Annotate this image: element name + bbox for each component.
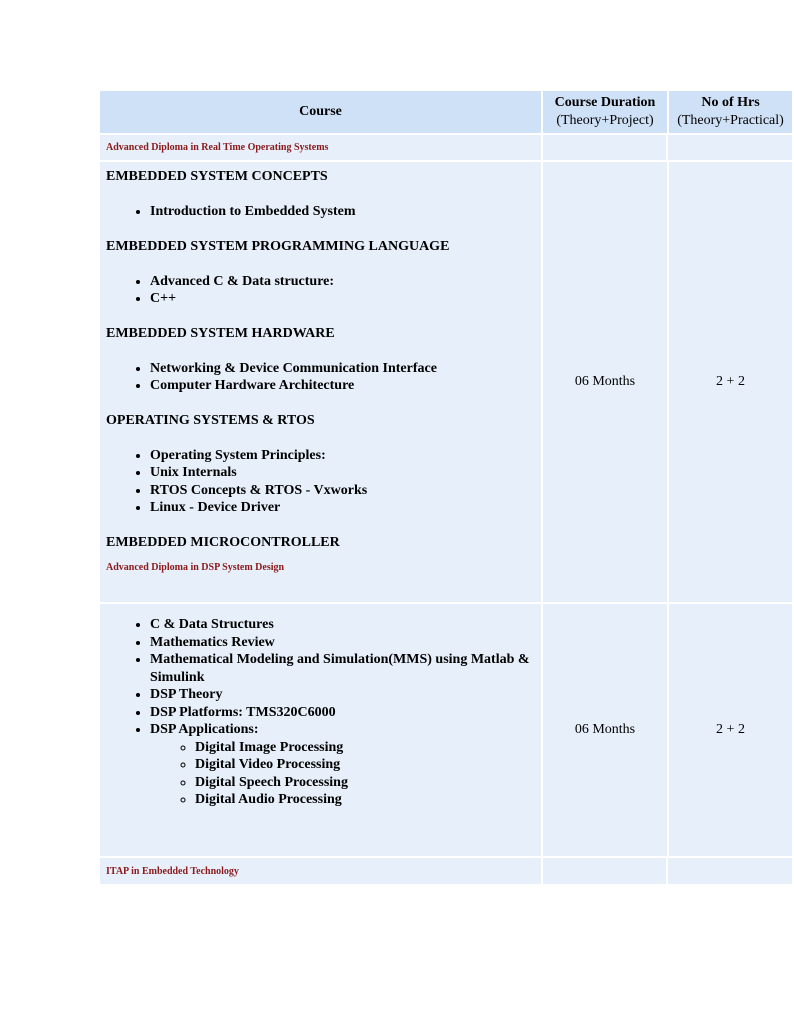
list-item: • DSP Applications: ◦ Digital Image Processing ◦ Digital Video Processing ◦ Digital Speech Processing ◦ Digital Audio Processing (150, 721, 535, 809)
hours-dsp: 2 + 2 (669, 604, 792, 856)
list-item: • Linux - Device Driver (150, 499, 535, 517)
list-item: • Introduction to Embedded System (150, 203, 535, 221)
sub-list-item: ◦ Digital Image Processing (195, 739, 535, 757)
list-item: • Networking & Device Communication Interface (150, 360, 535, 378)
group-heading: EMBEDDED SYSTEM CONCEPTS (106, 169, 328, 184)
empty-cell (543, 135, 792, 160)
dsp-list (106, 616, 535, 809)
sub-list-item: ◦ Digital Audio Processing (195, 791, 535, 809)
duration-dsp: 06 Months (543, 604, 667, 856)
list-item: • Advanced C & Data structure: (150, 273, 535, 291)
list-item: • Mathematics Review (150, 634, 535, 652)
list-item: • DSP Theory (150, 686, 535, 704)
course-table (98, 89, 794, 886)
sub-list-item: ◦ Digital Video Processing (195, 756, 535, 774)
section-content-row-dsp (100, 604, 792, 856)
list-item: • DSP Platforms: TMS320C6000 (150, 704, 535, 722)
list-item: • Mathematical Modeling and Simulation(MMS) using Matlab & Simulink (150, 651, 535, 686)
section-title-rtos: Advanced Diploma in Real Time Operating Systems (100, 135, 541, 160)
section-title-itap: ITAP in Embedded Technology (100, 858, 541, 884)
sub-list-item: ◦ Digital Speech Processing (195, 774, 535, 792)
section-content-row-rtos (100, 162, 792, 602)
list-item: • Computer Hardware Architecture (150, 377, 535, 395)
group-list (106, 203, 535, 221)
hours-rtos: 2 + 2 (669, 162, 792, 602)
group-heading: EMBEDDED SYSTEM HARDWARE (106, 325, 335, 341)
group-list (106, 273, 535, 308)
header-duration: Course Duration (Theory+Project) (543, 91, 667, 133)
empty-cell (543, 858, 792, 884)
group-list (106, 360, 535, 395)
table-header-row (100, 91, 792, 133)
section-content-dsp (100, 604, 541, 856)
dsp-sub-list (150, 739, 535, 809)
header-hours: No of Hrs (Theory+Practical) (669, 91, 792, 133)
group-heading: EMBEDDED SYSTEM PROGRAMMING LANGUAGE (106, 238, 450, 254)
section-content-rtos (100, 162, 541, 602)
list-item: • Operating System Principles: (150, 447, 535, 465)
list-item: • C++ (150, 290, 535, 308)
section-row-rtos (100, 135, 792, 160)
group-heading: EMBEDDED MICROCONTROLLER (106, 534, 340, 550)
group-list (106, 447, 535, 517)
list-item: • RTOS Concepts & RTOS - Vxworks (150, 482, 535, 500)
list-item: • C & Data Structures (150, 616, 535, 634)
header-course: Course (100, 91, 541, 133)
group-heading: OPERATING SYSTEMS & RTOS (106, 412, 315, 428)
section-title-dsp: Advanced Diploma in DSP System Design (106, 561, 285, 573)
duration-rtos: 06 Months (543, 162, 667, 602)
section-row-itap (100, 858, 792, 884)
list-item: • Unix Internals (150, 464, 535, 482)
